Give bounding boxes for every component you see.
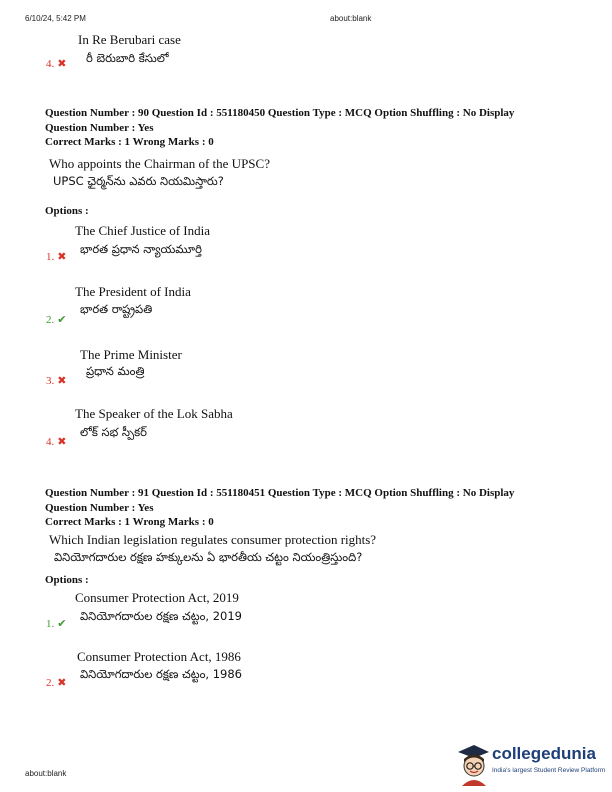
logo-wordmark: collegedunia: [492, 744, 596, 763]
question-text-telugu: UPSC ఛైర్మన్‌ను ఎవరు నియమిస్తారు?: [53, 174, 224, 188]
print-url: about:blank: [330, 14, 372, 23]
option-telugu: ప్రధాన మంత్రి: [86, 364, 145, 378]
cross-icon: ✖: [57, 435, 67, 448]
question-meta: Question Number : 91 Question Id : 551180451 Question Type : MCQ Option Shuffling : No Display Question Number : Yes Correct Marks : 1 Wrong Marks : 0: [45, 487, 515, 528]
check-icon: ✔: [57, 617, 67, 630]
option-english: The Speaker of the Lok Sabha: [75, 406, 233, 421]
cross-icon: ✖: [57, 374, 67, 387]
question-text-english: Which Indian legislation regulates consumer protection rights?: [49, 532, 377, 547]
option-telugu: భారత ప్రధాన న్యాయమూర్తి: [80, 242, 202, 256]
check-icon: ✔: [57, 313, 67, 326]
footer-url: about:blank: [25, 769, 67, 778]
question-meta: Question Number : 90 Question Id : 551180450 Question Type : MCQ Option Shuffling : No Display Question Number : Yes Correct Marks : 1 Wrong Marks : 0: [45, 107, 515, 148]
cross-icon: ✖: [57, 57, 67, 70]
option-english: Consumer Protection Act, 1986: [77, 649, 241, 664]
option-english: The Prime Minister: [80, 347, 182, 362]
question-text-telugu: వినియోగదారుల రక్షణ హక్కులను ఏ భారతీయ చట్టం నియంత్రిస్తుంది?: [54, 550, 363, 564]
option-number: 1. ✔: [46, 617, 67, 630]
option-number: 1. ✖: [46, 250, 67, 263]
option-telugu: వినియోగదారుల రక్షణ చట్టం, 1986: [80, 667, 243, 681]
question-text-english: Who appoints the Chairman of the UPSC?: [49, 156, 270, 171]
option-telugu: వినియోగదారుల రక్షణ చట్టం, 2019: [80, 609, 243, 623]
option-english: In Re Berubari case: [78, 32, 181, 47]
option-telugu: లోక్ సభ స్పీకర్: [80, 425, 147, 439]
options-label: Options :: [45, 574, 89, 586]
option-english: The President of India: [75, 284, 191, 299]
option-telugu: రీ బెరుబారి కేసులో: [86, 51, 169, 65]
option-number: 4. ✖: [46, 57, 67, 70]
option-number: 3. ✖: [46, 374, 67, 387]
print-datetime: 6/10/24, 5:42 PM: [25, 14, 86, 23]
option-telugu: భారత రాష్ట్రపతి: [80, 302, 153, 316]
option-number: 2. ✖: [46, 676, 67, 689]
cross-icon: ✖: [57, 676, 67, 689]
option-number: 4. ✖: [46, 435, 67, 448]
logo-tagline: India's largest Student Review Platform: [492, 767, 606, 774]
option-english: Consumer Protection Act, 2019: [75, 590, 239, 605]
options-label: Options :: [45, 205, 89, 217]
collegedunia-logo: [456, 740, 606, 788]
option-english: The Chief Justice of India: [75, 223, 211, 238]
mascot-icon: [456, 742, 490, 786]
option-number: 2. ✔: [46, 313, 67, 326]
cross-icon: ✖: [57, 250, 67, 263]
